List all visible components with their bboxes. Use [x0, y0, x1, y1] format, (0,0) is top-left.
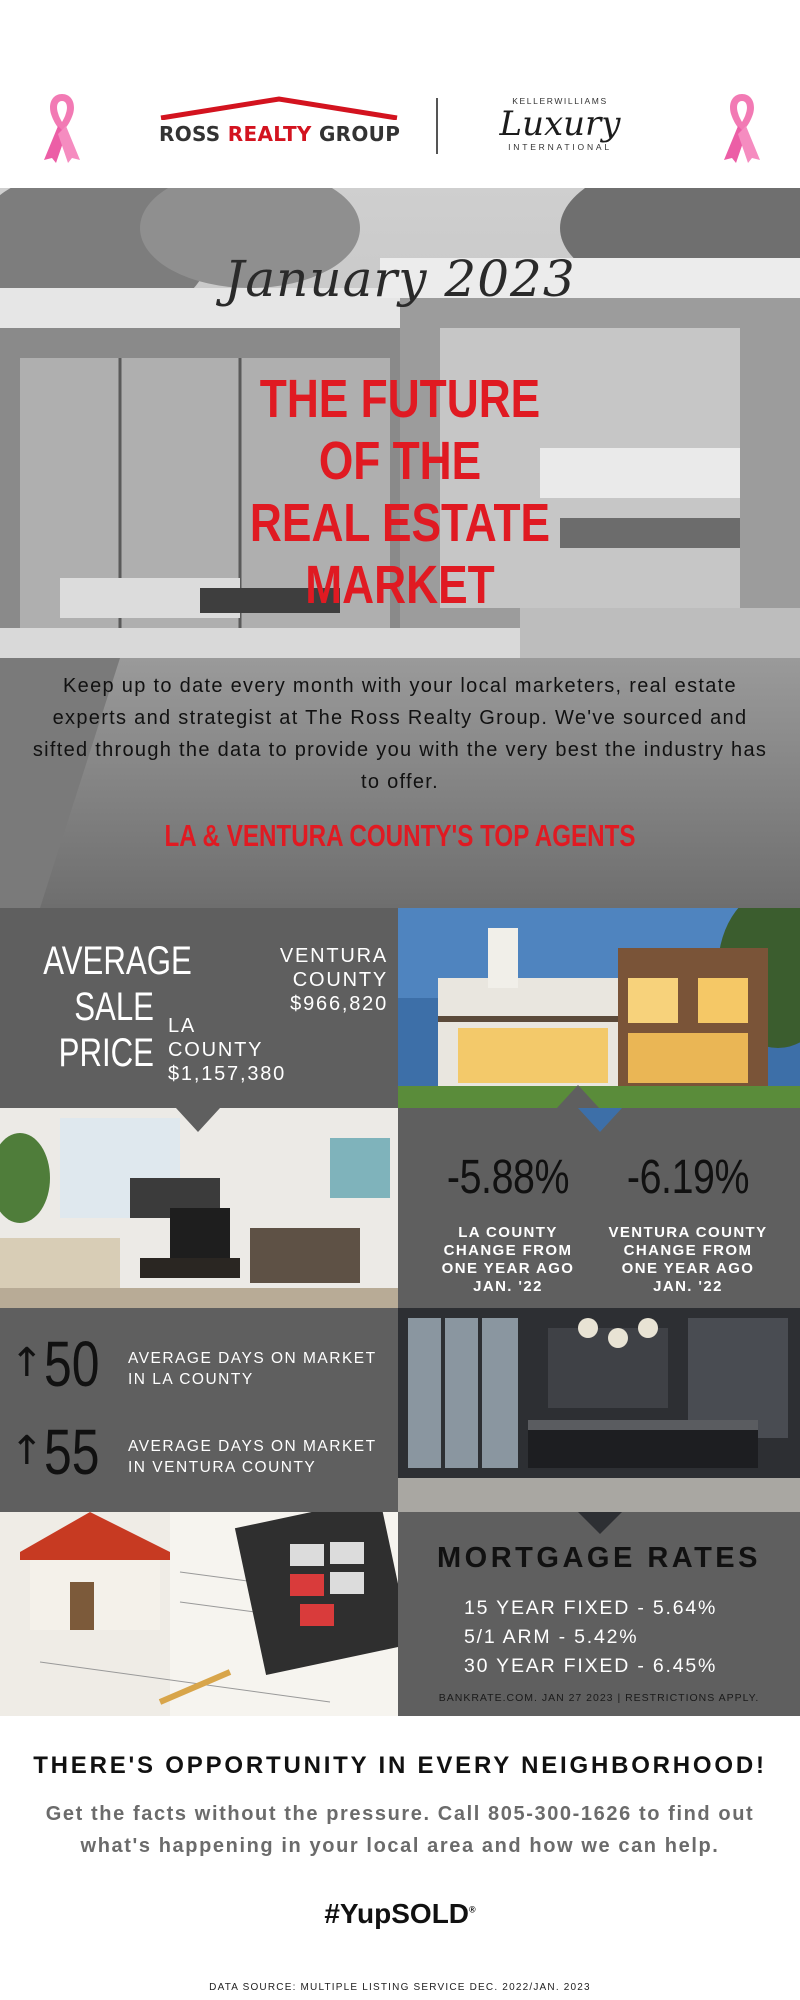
ventura-change-value: -6.19% — [626, 1151, 750, 1204]
la-days-label — [128, 1348, 377, 1390]
la-price-change — [418, 1150, 598, 1296]
hero-title-line: MARKET — [305, 555, 495, 615]
hashtag-logo — [0, 1898, 800, 1930]
mortgage-calculator-photo — [0, 1512, 398, 1716]
brand-accent: REALTY — [227, 122, 312, 146]
county-label: COUNTY — [292, 969, 388, 991]
county-label: COUNTY — [168, 1039, 264, 1061]
brand-suffix: GROUP — [311, 122, 401, 146]
pink-ribbon-icon — [718, 90, 766, 164]
label-line: VENTURA COUNTY — [608, 1224, 768, 1241]
hero-title — [195, 368, 605, 616]
la-average-price — [168, 1014, 328, 1086]
hero-title-line: REAL ESTATE — [249, 493, 551, 553]
mortgage-rate-item: 30 YEAR FIXED - 6.45% — [464, 1655, 718, 1677]
hero-date: January 2023 — [224, 250, 576, 308]
notch-pointer — [556, 1085, 600, 1108]
ventura-price-value: $966,820 — [290, 993, 388, 1015]
label-line: CHANGE FROM — [443, 1242, 573, 1259]
brand-prefix: ROSS — [159, 122, 228, 146]
kw-script-text: Luxury — [499, 104, 621, 144]
kw-top-text: KELLERWILLIAMS — [512, 96, 608, 106]
ventura-days-label — [128, 1436, 377, 1478]
data-source-note: DATA SOURCE: MULTIPLE LISTING SERVICE DEC. 2022/JAN. 2023 — [209, 1982, 591, 1993]
la-change-value: -5.88% — [446, 1151, 570, 1204]
arrow-up-icon: ↑ — [10, 1428, 44, 1474]
hero-body: Keep up to date every month with your local marketers, real estate experts and strategist at The Ross Realty Group. We've sourced and sifted through the data to provide you with the very best the industry has to offer. — [32, 675, 768, 793]
cta-title: THERE'S OPPORTUNITY IN EVERY NEIGHBORHOOD! — [33, 1752, 767, 1779]
kitchen-photo — [398, 1308, 800, 1512]
county-label: LA — [168, 1015, 197, 1037]
label-line: JAN. '22 — [653, 1278, 723, 1295]
notch-pointer — [578, 1512, 622, 1534]
label-line: AVERAGE — [43, 939, 192, 983]
ventura-days-on-market — [10, 1416, 390, 1490]
living-room-photo — [0, 1108, 398, 1308]
hero-title-line: THE FUTURE — [259, 369, 541, 429]
label-line: IN VENTURA COUNTY — [128, 1459, 317, 1476]
la-price-value: $1,157,380 — [168, 1063, 287, 1085]
cta-body: Get the facts without the pressure. Call 805-300-1626 to find out what's happening in your local area and how we can help. — [45, 1803, 755, 1857]
label-line: SALE — [74, 985, 154, 1029]
ventura-change-label — [598, 1224, 778, 1296]
label-line: JAN. '22 — [473, 1278, 543, 1295]
mortgage-rate-item: 5/1 ARM - 5.42% — [464, 1626, 639, 1648]
notch-pointer — [176, 1108, 220, 1132]
days-on-market-panel — [0, 1308, 398, 1512]
modern-house-photo — [398, 908, 800, 1108]
pink-ribbon-icon — [38, 90, 86, 164]
mortgage-title: MORTGAGE RATES — [437, 1542, 761, 1574]
label-line: ONE YEAR AGO — [441, 1260, 575, 1277]
kw-luxury-logo — [470, 96, 650, 160]
la-days-on-market — [10, 1328, 390, 1402]
mortgage-rate-item: 15 YEAR FIXED - 5.64% — [464, 1597, 718, 1619]
mortgage-note: BANKRATE.COM. JAN 27 2023 | RESTRICTIONS APPLY. — [438, 1692, 760, 1704]
ventura-days-value: 55 — [44, 1416, 100, 1488]
ventura-price-change — [598, 1150, 778, 1296]
registered-mark: ® — [469, 1904, 476, 1915]
arrow-up-icon: ↑ — [10, 1340, 44, 1386]
hero-subtitle: LA & VENTURA COUNTY'S TOP AGENTS — [164, 818, 636, 853]
hashtag-text: #YupSOLD — [324, 1898, 470, 1929]
label-line: CHANGE FROM — [623, 1242, 753, 1259]
label-line: PRICE — [58, 1031, 154, 1075]
hero-title-line: OF THE — [318, 431, 482, 491]
logo-divider — [436, 98, 438, 154]
ventura-average-price — [228, 944, 388, 1016]
county-label: VENTURA — [279, 945, 388, 967]
ross-realty-group-logo — [155, 96, 403, 156]
hero-section — [0, 188, 800, 908]
roof-icon — [155, 96, 403, 120]
kw-bottom-text: INTERNATIONAL — [508, 142, 612, 152]
price-change-panel — [398, 1108, 800, 1308]
average-sale-price-panel — [0, 908, 398, 1108]
la-days-value: 50 — [44, 1328, 100, 1400]
label-line: LA COUNTY — [458, 1224, 558, 1241]
header — [0, 0, 800, 188]
label-line: ONE YEAR AGO — [621, 1260, 755, 1277]
mortgage-rates-panel — [398, 1512, 800, 1716]
notch-pointer — [578, 1108, 622, 1132]
label-line: AVERAGE DAYS ON MARKET — [128, 1438, 377, 1455]
la-change-label — [418, 1224, 598, 1296]
mortgage-rate-list — [464, 1594, 784, 1681]
label-line: IN LA COUNTY — [128, 1371, 254, 1388]
label-line: AVERAGE DAYS ON MARKET — [128, 1350, 377, 1367]
